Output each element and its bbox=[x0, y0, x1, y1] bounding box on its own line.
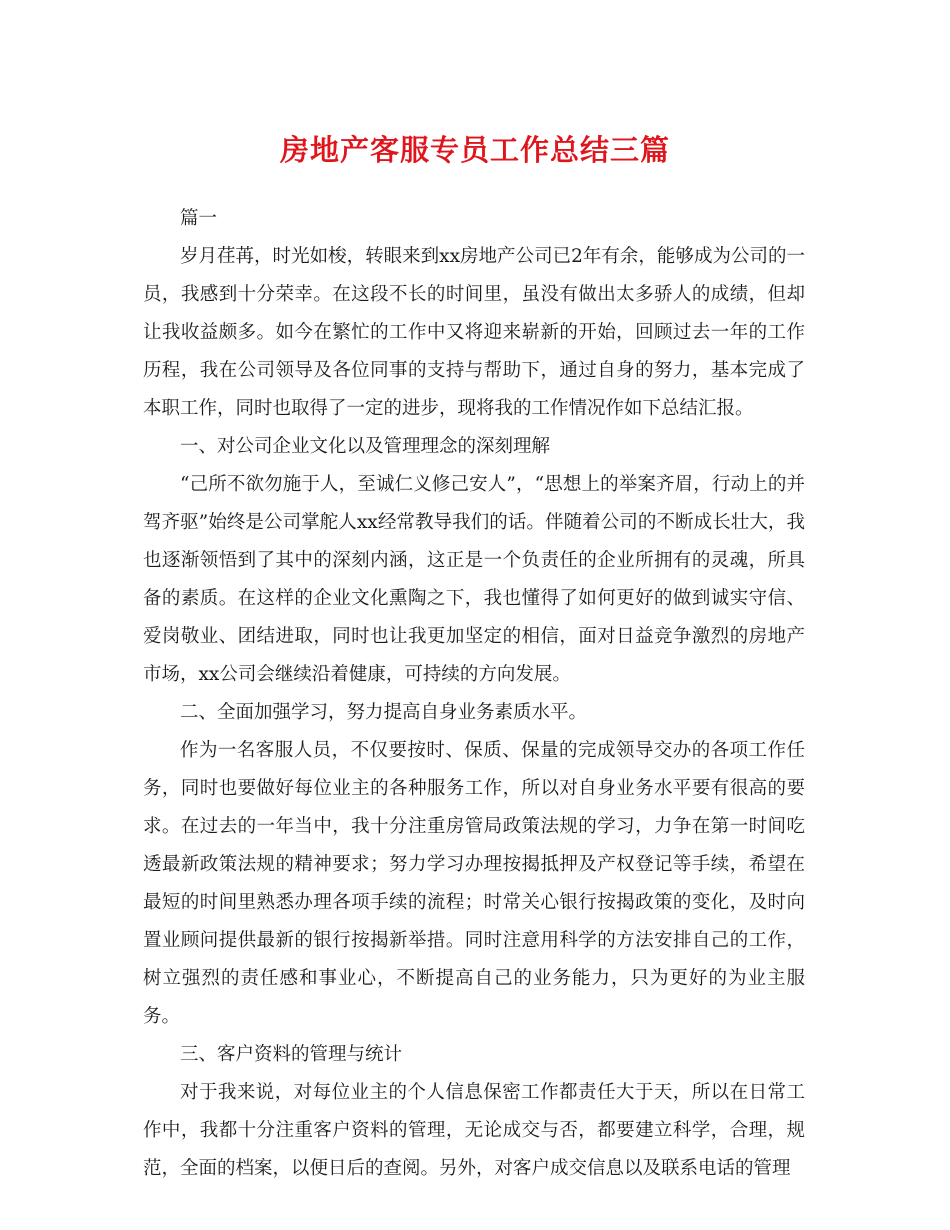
section-3-paragraph: 对于我来说，对每位业主的个人信息保密工作都责任大于天，所以在日常工作中，我都十分注重客户资料的管理，无论成交与否，都要建立科学，合理，规范，全面的档案，以便日后的查阅。另外，对客户成交信息以及联系电话的管理 bbox=[143, 1082, 805, 1179]
document-body bbox=[143, 200, 805, 1188]
section-heading-1: 一、对公司企业文化以及管理理念的深刻理解 bbox=[180, 436, 551, 457]
section-1-paragraph: “己所不欲勿施于人，至诚仁义修己安人”，“思想上的举案齐眉，行动上的并驾齐驱”始终是公司掌舵人xx经常教导我们的话。伴随着公司的不断成长壮大，我也逐渐领悟到了其中的深刻内涵，这正是一个负责任的企业所拥有的灵魂，所具备的素质。在这样的企业文化熏陶之下，我也懂得了如何更好的做到诚实守信、爱岗敬业、团结进取，同时也让我更加坚定的相信，面对日益竞争激烈的房地产市场，xx公司会继续沿着健康，可持续的方向发展。 bbox=[143, 474, 805, 685]
section-2-paragraph: 作为一名客服人员，不仅要按时、保质、保量的完成领导交办的各项工作任务，同时也要做好每位业主的各种服务工作，所以对自身业务水平要有很高的要求。在过去的一年当中，我十分注重房管局政策法规的学习，力争在第一时间吃透最新政策法规的精神要求；努力学习办理按揭抵押及产权登记等手续，希望在最短的时间里熟悉办理各项手续的流程；时常关心银行按揭政策的变化，及时向置业顾问提供最新的银行按揭新举措。同时注意用科学的方法安排自己的工作，树立强烈的责任感和事业心，不断提高自己的业务能力，只为更好的为业主服务。 bbox=[143, 740, 805, 1027]
intro-paragraph: 岁月荏苒，时光如梭，转眼来到xx房地产公司已2年有余，能够成为公司的一员，我感到十分荣幸。在这段不长的时间里，虽没有做出太多骄人的成绩，但却让我收益颇多。如今在繁忙的工作中又将迎来崭新的开始，回顾过去一年的工作历程，我在公司领导及各位同事的支持与帮助下，通过自身的努力，基本完成了本职工作，同时也取得了一定的进步，现将我的工作情况作如下总结汇报。 bbox=[143, 246, 805, 419]
section-label: 篇一 bbox=[180, 208, 218, 229]
section-heading-3: 三、客户资料的管理与统计 bbox=[180, 1044, 403, 1065]
section-heading-2: 二、全面加强学习，努力提高自身业务素质水平。 bbox=[180, 702, 588, 723]
document-title: 房地产客服专员工作总结三篇 bbox=[279, 133, 670, 167]
